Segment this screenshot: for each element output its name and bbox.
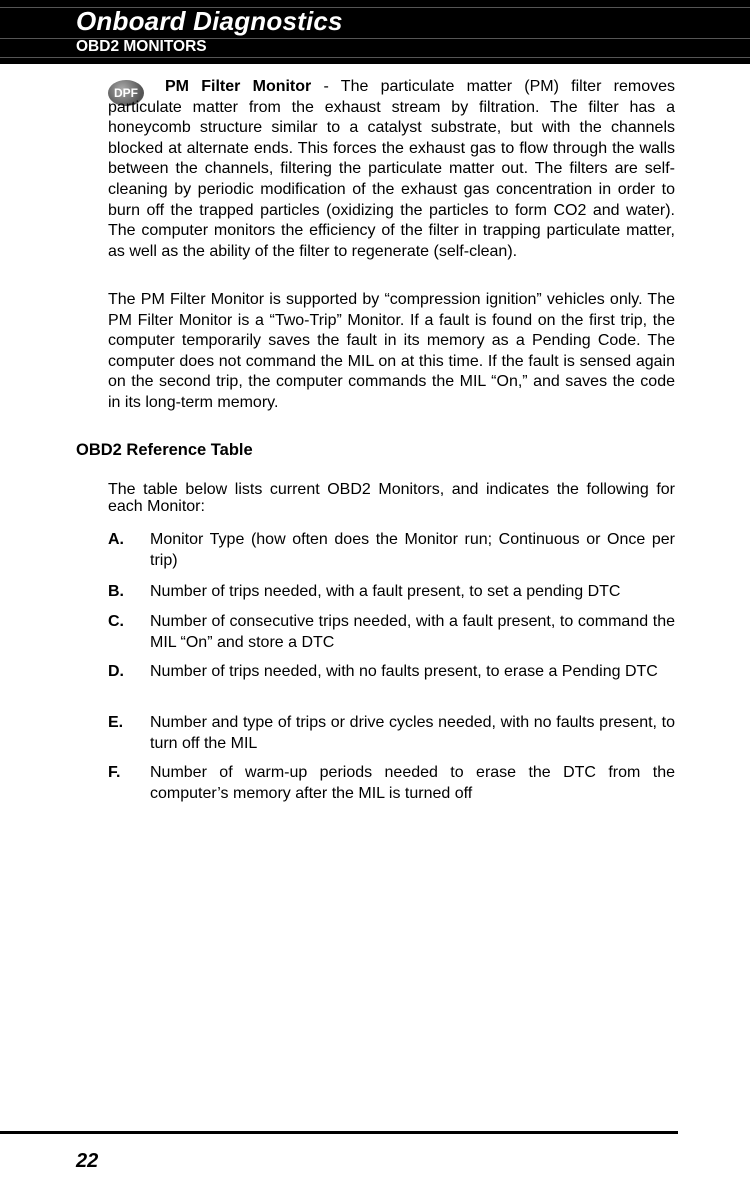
page-number: 22 xyxy=(76,1150,99,1172)
page-title: Onboard Diagnostics xyxy=(76,6,343,36)
list-item xyxy=(108,713,675,754)
pm-filter-heading: PM Filter Monitor xyxy=(165,78,312,95)
list-letter: E. xyxy=(108,714,124,731)
list-text: Number of consecutive trips needed, with a fault present, to command the MIL “On” and store a DTC xyxy=(150,613,675,651)
list-item xyxy=(108,612,675,653)
pm-filter-paragraph-1 xyxy=(108,77,675,262)
pm-filter-paragraph-2: The PM Filter Monitor is supported by “compression ignition” vehicles only. The PM Filter Monitor is a “Two-Trip” Monitor. If a fault is found on the first trip, the computer temporarily saves the fault in its memory as a Pending Code. The computer does not command the MIL on at this time. If the fault is sensed again on the second trip, the computer commands the MIL “On,” and saves the code in its long-term memory. xyxy=(108,291,675,411)
list-item xyxy=(108,662,675,683)
list-text: Monitor Type (how often does the Monitor run; Continuous or Once per trip) xyxy=(150,531,675,569)
list-letter: D. xyxy=(108,663,124,680)
list-letter: A. xyxy=(108,531,124,548)
reference-table-heading: OBD2 Reference Table xyxy=(76,441,253,459)
list-letter: F. xyxy=(108,764,121,781)
list-item xyxy=(108,530,675,571)
list-text: Number and type of trips or drive cycles needed, with no faults present, to turn off the MIL xyxy=(150,714,675,752)
section-subtitle: OBD2 MONITORS xyxy=(76,38,207,55)
dpf-icon: DPF xyxy=(108,80,144,106)
header-band xyxy=(0,0,750,64)
list-text: Number of warm-up periods needed to erase the DTC from the computer’s memory after the MIL is turned off xyxy=(150,764,675,802)
reference-intro: The table below lists current OBD2 Monitors, and indicates the following for each Monitor: xyxy=(108,481,675,515)
footer-rule xyxy=(0,1131,678,1134)
list-letter: C. xyxy=(108,613,124,630)
list-text: Number of trips needed, with a fault present, to set a pending DTC xyxy=(150,583,621,600)
paragraph-text: - The particulate matter (PM) filter removes particulate matter from the exhaust stream by filtration. The filter has a honeycomb structure similar to a catalyst substrate, but with the channels blocked at alternate ends. This forces the exhaust gas to flow through the walls between the channels, filtering the particulate matter out. The filters are self-cleaning by periodic modification of the exhaust gas concentration in order to burn off the trapped particles (oxidizing the particles to form CO2 and water). The computer monitors the efficiency of the filter in trapping particulate matter, as well as the ability of the filter to regenerate (self-clean). xyxy=(108,78,676,260)
list-item xyxy=(108,582,675,603)
list-text: Number of trips needed, with no faults present, to erase a Pending DTC xyxy=(150,663,658,680)
divider xyxy=(0,57,750,58)
list-letter: B. xyxy=(108,583,124,600)
list-item xyxy=(108,763,675,804)
